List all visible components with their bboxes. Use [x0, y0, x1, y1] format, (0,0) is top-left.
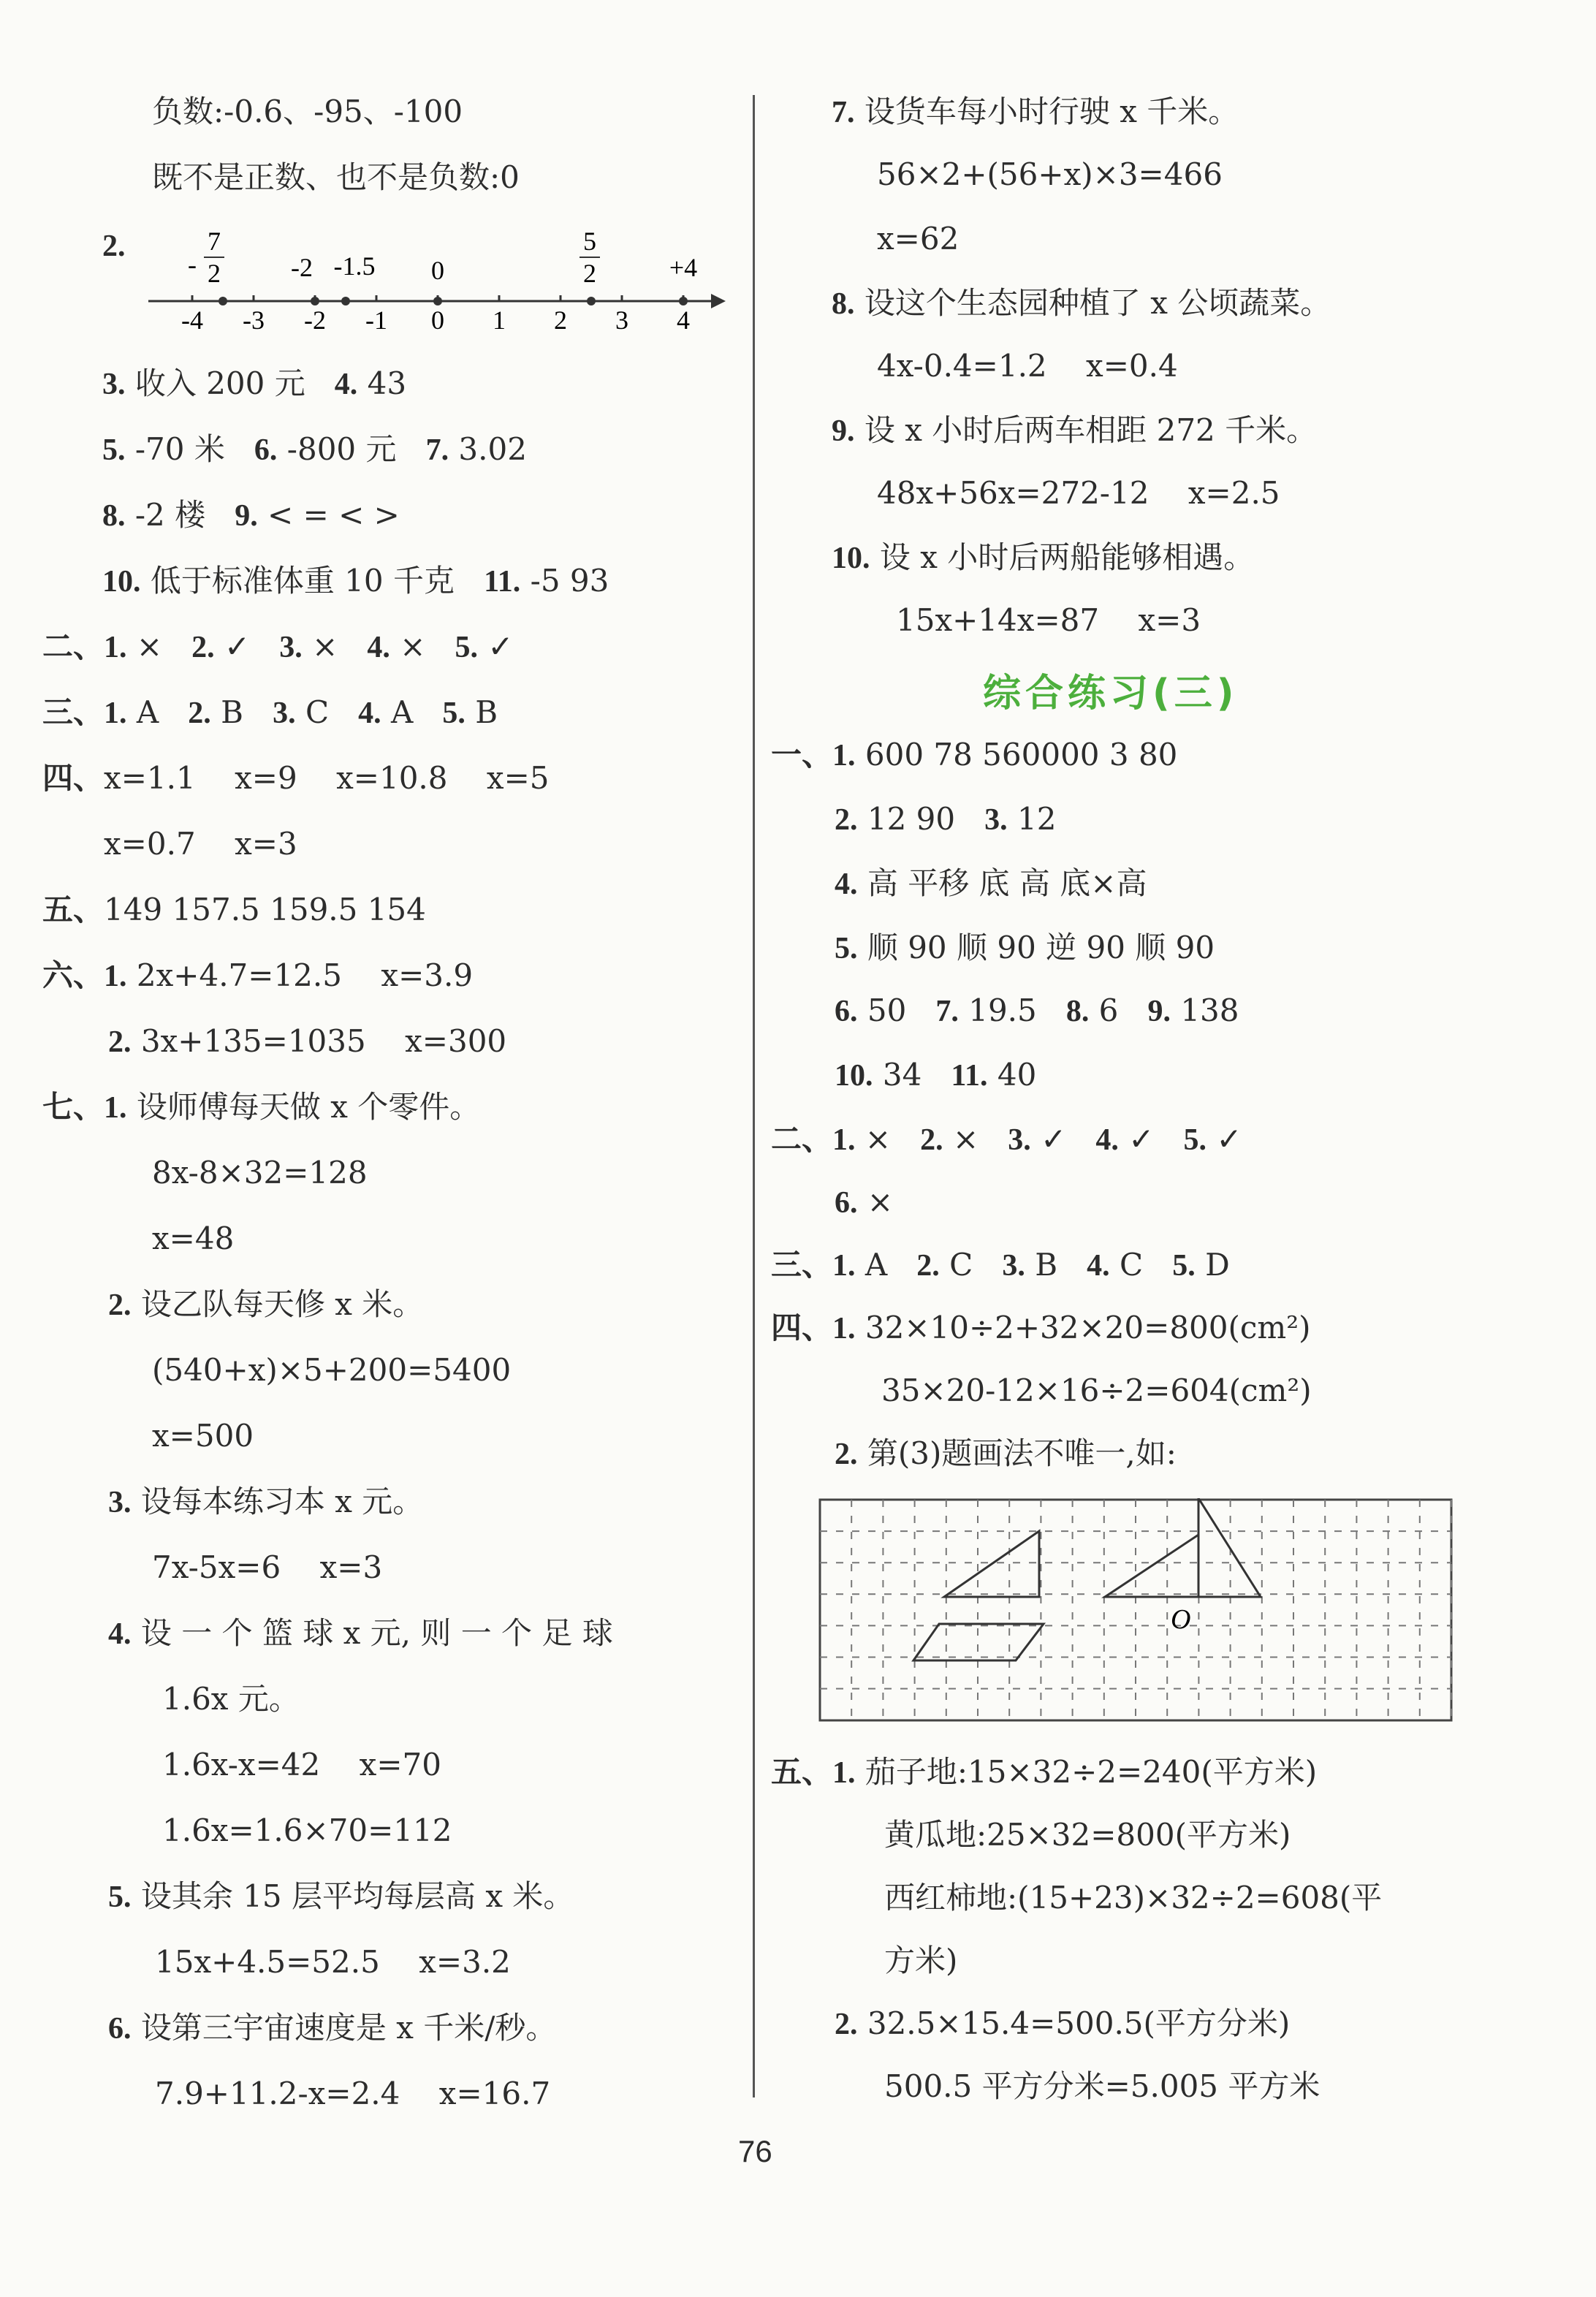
- triangle-left: [944, 1531, 1039, 1597]
- qi-q1-sol: x=48: [152, 1220, 235, 1256]
- number-line-point: [679, 297, 688, 305]
- right-section-wu-1d: 方米): [884, 1943, 958, 1978]
- right-section-er: 二、1. × 2. × 3. ✓ 4. ✓ 5. ✓: [771, 1121, 1242, 1157]
- left-section-si-line2: x=0.7 x=3: [104, 826, 297, 862]
- q8-eq: 4x-0.4=1.2 x=0.4: [877, 348, 1178, 384]
- right-section-si-1b: 35×20-12×16÷2=604(cm²): [881, 1372, 1312, 1408]
- qi-q3-title: 3. 设每本练习本 x 元。: [108, 1484, 424, 1519]
- number-line-point: [341, 297, 350, 305]
- tick-label: 0: [431, 305, 444, 335]
- left-section-wu: 五、149 157.5 159.5 154: [42, 892, 426, 927]
- q7-eq: 56×2+(56+x)×3=466: [877, 156, 1223, 192]
- left-section-si: 四、x=1.1 x=9 x=10.8 x=5: [42, 760, 550, 796]
- tick-label: 4: [677, 305, 690, 335]
- qi-q2-sol: x=500: [152, 1418, 254, 1454]
- q9-title: 9. 设 x 小时后两车相距 272 千米。: [832, 412, 1318, 448]
- right-section-wu-1b: 黄瓜地:25×32=800(平方米): [884, 1817, 1291, 1853]
- left-section-liu-2: 2. 3x+135=1035 x=300: [108, 1023, 507, 1059]
- axis-arrow: [711, 294, 726, 308]
- left-section-san: 三、1. A 2. B 3. C 4. A 5. B: [42, 694, 498, 730]
- right-section-si-2: 2. 第(3)题画法不唯一,如:: [835, 1435, 1177, 1471]
- triangle-right: [1105, 1535, 1198, 1597]
- frac-pos-den: 2: [583, 259, 596, 288]
- left-section-liu-1: 六、1. 2x+4.7=12.5 x=3.9: [42, 957, 474, 993]
- number-line-point: [218, 297, 227, 305]
- frac-pos-num: 5: [583, 227, 596, 256]
- top-label-minus2: -2: [291, 253, 313, 282]
- right-section-wu-2: 2. 32.5×15.4=500.5(平方分米): [835, 2005, 1291, 2041]
- triangle-tall: [1198, 1498, 1261, 1597]
- frac-neg-num: 7: [208, 227, 221, 256]
- right-section-si-1: 四、1. 32×10÷2+32×20=800(cm²): [771, 1310, 1311, 1345]
- tick-label: -1: [365, 305, 387, 335]
- right-section-wu-1c: 西红柿地:(15+23)×32÷2=608(平: [884, 1880, 1383, 1916]
- q7-sol: x=62: [877, 221, 960, 257]
- qi-q1-eq: 8x-8×32=128: [152, 1155, 368, 1191]
- page-number: 76: [738, 2134, 772, 2168]
- number-line-figure: [142, 219, 734, 343]
- q8-title: 8. 设这个生态园种植了 x 公顷蔬菜。: [832, 285, 1331, 321]
- grid-drawing: [818, 1498, 1454, 1725]
- line-5-7: 5. -70 米 6. -800 元 7. 3.02: [102, 431, 527, 467]
- left-section-er: 二、1. × 2. ✓ 3. × 4. × 5. ✓: [42, 629, 514, 664]
- q7-title: 7. 设货车每小时行驶 x 千米。: [832, 94, 1239, 129]
- top-label-plus4: +4: [669, 253, 698, 282]
- qi-q2-title: 2. 设乙队每天修 x 米。: [108, 1286, 424, 1322]
- frac-neg-sign: -: [188, 250, 197, 279]
- q10-title: 10. 设 x 小时后两船能够相遇。: [832, 539, 1255, 575]
- q2-label: 2.: [102, 229, 126, 263]
- qi-q4-title: 4. 设 一 个 篮 球 x 元, 则 一 个 足 球: [108, 1615, 613, 1651]
- tick-label: 1: [493, 305, 506, 335]
- grid-label-o: O: [1171, 1604, 1191, 1635]
- right-section-san: 三、1. A 2. C 3. B 4. C 5. D: [771, 1247, 1230, 1283]
- qi-q6-title: 6. 设第三宇宙速度是 x 千米/秒。: [108, 2010, 557, 2046]
- qi-q4-eq2: 1.6x=1.6×70=112: [162, 1812, 452, 1848]
- number-line-point: [311, 297, 319, 305]
- frac-neg-den: 2: [208, 259, 221, 288]
- yi-row-2: 2. 12 90 3. 12: [835, 801, 1057, 837]
- section-title: 综合练习(三): [983, 672, 1239, 715]
- right-section-wu-2b: 500.5 平方分米=5.005 平方米: [884, 2068, 1320, 2104]
- tick-label: -2: [304, 305, 326, 335]
- qi-q1-title: 七、1. 设师傅每天做 x 个零件。: [42, 1089, 481, 1125]
- top-label-minus1-5: -1.5: [333, 251, 376, 281]
- line-3-4: 3. 收入 200 元 4. 43: [102, 365, 407, 401]
- qi-q3-eq: 7x-5x=6 x=3: [152, 1549, 383, 1585]
- top-label-zero: 0: [431, 256, 444, 285]
- tick-label: -4: [181, 305, 203, 335]
- number-line-point: [587, 297, 596, 305]
- qi-q5-title: 5. 设其余 15 层平均每层高 x 米。: [108, 1878, 574, 1914]
- yi-row-5: 5. 顺 90 顺 90 逆 90 顺 90: [835, 930, 1215, 965]
- negative-numbers-line: 负数:-0.6、-95、-100: [152, 94, 463, 129]
- yi-row-1: 一、1. 600 78 560000 3 80: [771, 737, 1178, 772]
- qi-q5-eq: 15x+4.5=52.5 x=3.2: [155, 1944, 511, 1980]
- column-divider: [753, 95, 755, 2097]
- tick-label: 2: [554, 305, 567, 335]
- line-10-11: 10. 低于标准体重 10 千克 11. -5 93: [102, 563, 609, 599]
- qi-q6-eq: 7.9+11.2-x=2.4 x=16.7: [155, 2076, 551, 2111]
- yi-row-10-11: 10. 34 11. 40: [835, 1057, 1037, 1093]
- q10-eq: 15x+14x=87 x=3: [896, 602, 1201, 638]
- neither-line: 既不是正数、也不是负数:0: [152, 159, 520, 195]
- q9-eq: 48x+56x=272-12 x=2.5: [877, 475, 1280, 511]
- line-8-9: 8. -2 楼 9. < = < >: [102, 497, 400, 533]
- number-line-point: [433, 297, 442, 305]
- qi-q4-eq: 1.6x-x=42 x=70: [162, 1747, 441, 1782]
- yi-row-6-9: 6. 50 7. 19.5 8. 6 9. 138: [835, 992, 1239, 1028]
- tick-label: 3: [615, 305, 628, 335]
- tick-label: -3: [243, 305, 265, 335]
- right-section-wu-1: 五、1. 茄子地:15×32÷2=240(平方米): [771, 1754, 1318, 1790]
- yi-row-4: 4. 高 平移 底 高 底×高: [835, 865, 1147, 901]
- qi-q4-title-2: 1.6x 元。: [162, 1681, 300, 1717]
- right-section-er-6: 6. ×: [835, 1184, 894, 1220]
- qi-q2-eq: (540+x)×5+200=5400: [152, 1352, 512, 1388]
